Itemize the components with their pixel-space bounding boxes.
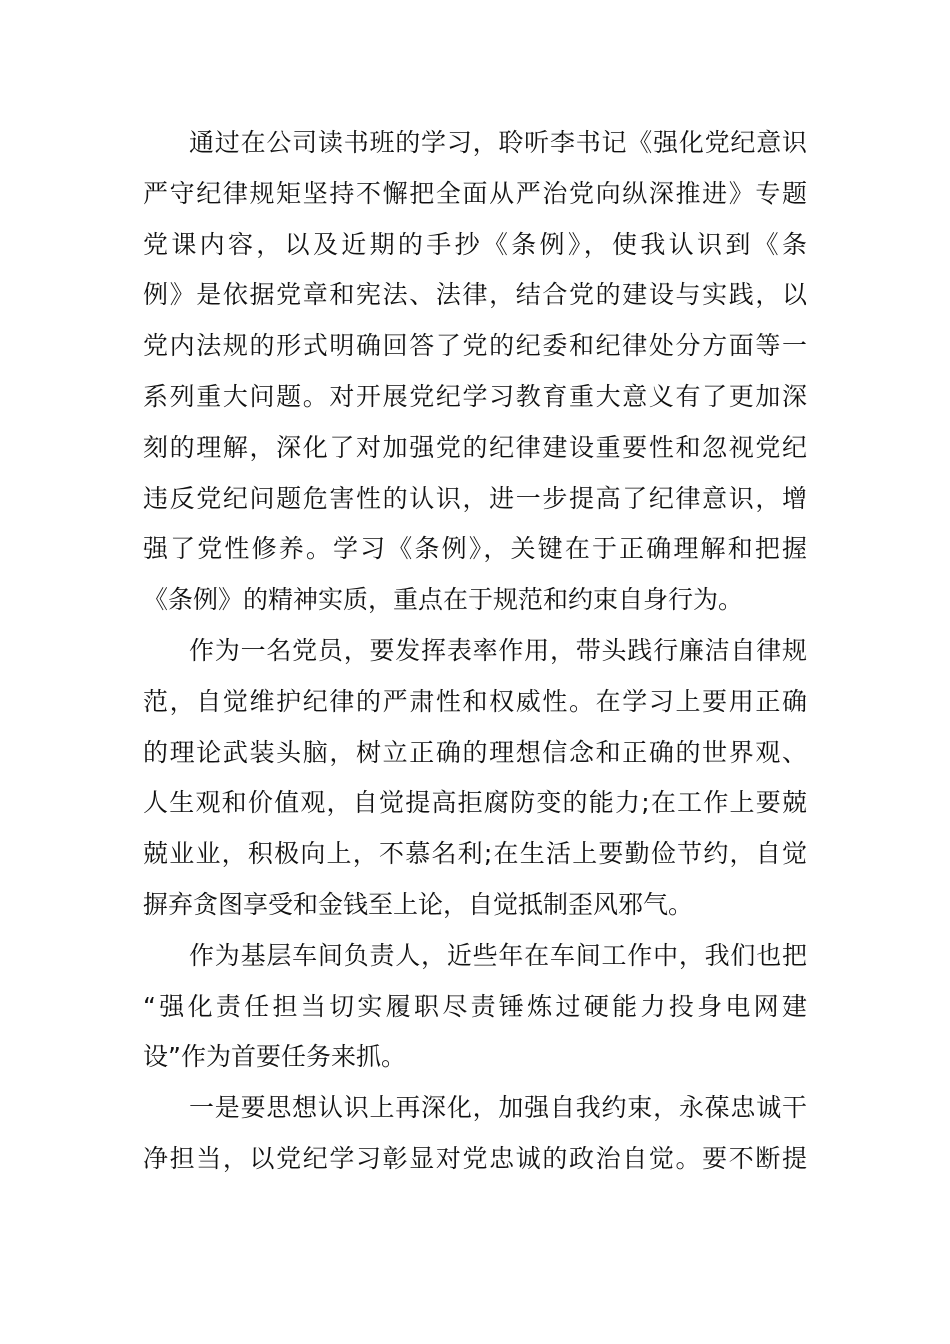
text-line: 作为基层车间负责人，近些年在车间工作中，我们也把 (189, 940, 807, 970)
text-line: 例》是依据党章和宪法、法律，结合党的建设与实践，以 (143, 280, 807, 310)
text-line: 严守纪律规矩坚持不懈把全面从严治党向纵深推进》专题 (143, 178, 807, 208)
text-line: 净担当，以党纪学习彰显对党忠诚的政治自觉。要不断提 (143, 1143, 807, 1173)
text-line: 范，自觉维护纪律的严肃性和权威性。在学习上要用正确 (143, 686, 807, 716)
paragraph-4 (143, 1083, 807, 1185)
text-line: 的理论武装头脑，树立正确的理想信念和正确的世界观、 (143, 737, 807, 767)
text-line: 刻的理解，深化了对加强党的纪律建设重要性和忽视党纪 (143, 432, 807, 462)
text-line: 一是要思想认识上再深化，加强自我约束，永葆忠诚干 (189, 1093, 807, 1123)
text-line: 通过在公司读书班的学习，聆听李书记《强化党纪意识 (189, 128, 807, 157)
paragraph-2 (143, 626, 807, 931)
text-line: 摒弃贪图享受和金钱至上论，自觉抵制歪风邪气。 (143, 889, 694, 919)
paragraph-3 (143, 931, 807, 1083)
text-line: 党内法规的形式明确回答了党的纪委和纪律处分方面等一 (143, 331, 807, 361)
document-body (143, 118, 807, 1185)
text-line: 设”作为首要任务来抓。 (143, 1042, 406, 1072)
text-line: 违反党纪问题危害性的认识，进一步提高了纪律意识，增 (143, 483, 807, 513)
text-line: “强化责任担当切实履职尽责锤炼过硬能力投身电网建 (143, 991, 807, 1021)
paragraph-1 (143, 118, 807, 626)
text-line: 兢业业，积极向上，不慕名利;在生活上要勤俭节约，自觉 (143, 839, 807, 869)
text-line: 党课内容，以及近期的手抄《条例》，使我认识到《条 (143, 229, 807, 259)
text-line: 作为一名党员，要发挥表率作用，带头践行廉洁自律规 (189, 635, 807, 665)
text-line: 强了党性修养。学习《条例》，关键在于正确理解和把握 (143, 534, 807, 564)
text-line: 人生观和价值观，自觉提高拒腐防变的能力;在工作上要兢 (143, 788, 807, 818)
text-line: 系列重大问题。对开展党纪学习教育重大意义有了更加深 (143, 381, 807, 411)
text-line: 《条例》的精神实质，重点在于规范和约束自身行为。 (143, 585, 744, 615)
